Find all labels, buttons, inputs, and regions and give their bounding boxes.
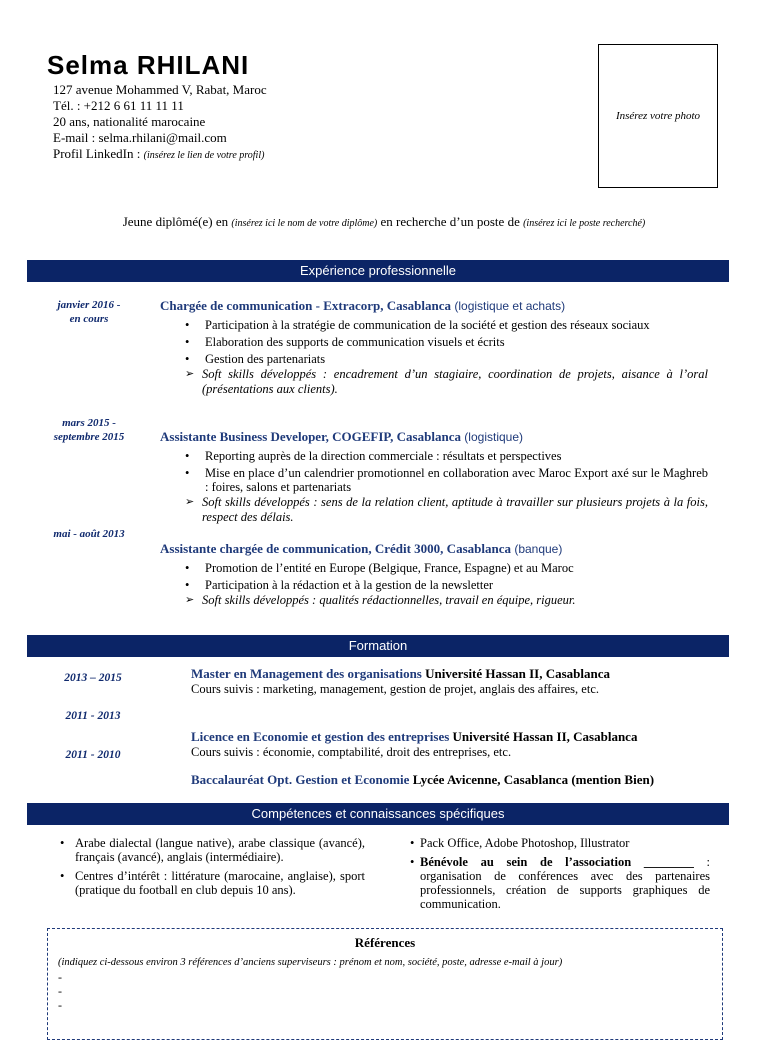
photo-placeholder-text: Insérez votre photo bbox=[615, 110, 701, 122]
courses: Cours suivis : marketing, management, gestion de projet, anglais des affaires, etc. bbox=[191, 682, 599, 696]
school-name: Université Hassan II, Casablanca bbox=[449, 729, 638, 744]
experience-date-1 bbox=[30, 298, 148, 326]
email: E-mail : selma.rhilani@mail.com bbox=[53, 130, 227, 145]
objective-hint-1: (insérez ici le nom de votre diplôme) bbox=[231, 218, 378, 229]
job-title-text: Assistante chargée de communication, Crédit 3000, Casablanca bbox=[160, 541, 511, 556]
list-item: • Participation à la rédaction et à la gestion de la newsletter bbox=[160, 578, 708, 592]
degree-title bbox=[191, 772, 711, 788]
job-title bbox=[160, 429, 708, 445]
reference-line: - bbox=[58, 998, 62, 1012]
skills-right-column bbox=[410, 836, 710, 911]
school-name: Université Hassan II, Casablanca bbox=[421, 666, 611, 681]
job-title-text: Chargée de communication - Extracorp, Casablanca bbox=[160, 298, 452, 313]
date-line: mai - août 2013 bbox=[53, 528, 125, 540]
list-item: • Promotion de l’entité en Europe (Belgique, France, Espagne) et au Maroc bbox=[160, 561, 708, 575]
bullet-icon: • bbox=[410, 855, 415, 869]
objective-text-1: Jeune diplômé(e) en bbox=[122, 214, 232, 229]
date-line: septembre 2015 bbox=[53, 431, 125, 443]
arrow-icon: ➢ bbox=[185, 368, 195, 380]
skills-left-column bbox=[55, 836, 365, 897]
reference-line: - bbox=[58, 984, 62, 998]
candidate-name: Selma RHILANI bbox=[47, 50, 250, 80]
job-title bbox=[160, 298, 708, 314]
references-hint: (indiquez ci-dessous environ 3 références d’anciens superviseurs : prénom et nom, société, poste, adresse e-mail à jour) bbox=[58, 957, 563, 968]
objective-text-2: en recherche d’un poste de bbox=[377, 214, 524, 229]
address: 127 avenue Mohammed V, Rabat, Maroc bbox=[53, 82, 267, 97]
list-item: • Centres d’intérêt : littérature (marocaine, anglaise), sport (pratique du football en club depuis 10 ans). bbox=[55, 869, 365, 897]
job-bullets bbox=[160, 449, 708, 494]
date-line: janvier 2016 - bbox=[57, 299, 121, 311]
experience-date-3 bbox=[30, 527, 148, 541]
volunteer-text: : organisation de conférences avec des partenaires professionnels, création de supports graphiques de communication. bbox=[420, 855, 710, 911]
soft-skills bbox=[160, 495, 708, 525]
section-header-skills: Compétences et connaissances spécifiques bbox=[27, 803, 729, 825]
list-item: • Participation à la stratégie de communication de la société et gestion des réseaux sociaux bbox=[160, 318, 708, 332]
courses: Cours suivis : économie, comptabilité, droit des entreprises, etc. bbox=[191, 745, 512, 759]
date-line: en cours bbox=[69, 313, 109, 325]
age-nationality: 20 ans, nationalité marocaine bbox=[53, 114, 206, 129]
education-date-2: 2011 - 2013 bbox=[65, 710, 121, 722]
soft-skills bbox=[160, 593, 708, 608]
list-item: • Mise en place d’un calendrier promotionnel en collaboration avec Maroc Export axé sur le Maghreb : foires, salons et partenariats bbox=[160, 466, 708, 494]
list-item: • Reporting auprès de la direction commerciale : résultats et perspectives bbox=[160, 449, 708, 463]
references-title: Références bbox=[354, 935, 416, 950]
skill-software bbox=[410, 836, 710, 850]
reference-line: - bbox=[58, 970, 62, 984]
education-item-1 bbox=[191, 666, 711, 697]
photo-placeholder bbox=[598, 44, 718, 188]
experience-date-2 bbox=[30, 416, 148, 444]
arrow-icon: ➢ bbox=[185, 594, 195, 606]
soft-skills bbox=[160, 367, 708, 397]
education-item-2 bbox=[191, 729, 711, 760]
experience-item-2 bbox=[160, 429, 708, 525]
experience-item-3 bbox=[160, 541, 708, 608]
arrow-icon: ➢ bbox=[185, 496, 195, 508]
linkedin-hint: (insérez le lien de votre profil) bbox=[143, 150, 265, 161]
soft-skills-text: Soft skills développés : qualités rédactionnelles, travail en équipe, rigueur. bbox=[202, 593, 576, 607]
linkedin-label: Profil LinkedIn : bbox=[53, 146, 144, 161]
education-date-1: 2013 – 2015 bbox=[64, 672, 122, 684]
list-item: • Gestion des partenariats bbox=[160, 352, 708, 366]
skill-volunteer bbox=[410, 855, 710, 911]
objective bbox=[0, 214, 768, 230]
soft-skills-text: Soft skills développés : sens de la relation client, aptitude à travailler sur plusieurs projets à la fois, respect des délais. bbox=[202, 495, 708, 524]
education-date-3: 2011 - 2010 bbox=[65, 749, 121, 761]
school-name: Lycée Avicenne, Casablanca (mention Bien) bbox=[409, 772, 655, 787]
job-bullets bbox=[160, 318, 708, 366]
section-header-experience: Expérience professionnelle bbox=[27, 260, 729, 282]
section-header-education: Formation bbox=[27, 635, 729, 657]
degree-name: Baccalauréat Opt. Gestion et Economie bbox=[191, 772, 410, 787]
skill-software-text: Pack Office, Adobe Photoshop, Illustrator bbox=[420, 836, 630, 850]
references-box bbox=[47, 928, 723, 1040]
soft-skills-text: Soft skills développés : encadrement d’un stagiaire, coordination de projets, aisance à l’oral (présentations aux clients). bbox=[202, 367, 708, 396]
date-line: mars 2015 - bbox=[62, 417, 116, 429]
bullet-icon: • bbox=[410, 836, 415, 850]
degree-name: Master en Management des organisations bbox=[191, 666, 422, 681]
degree-name: Licence en Economie et gestion des entreprises bbox=[191, 729, 450, 744]
job-sector: (logistique) bbox=[460, 430, 523, 444]
degree-title bbox=[191, 666, 711, 682]
job-sector: (banque) bbox=[510, 542, 563, 556]
objective-hint-2: (insérez ici le poste recherché) bbox=[523, 218, 646, 229]
degree-title bbox=[191, 729, 711, 745]
education-item-3 bbox=[191, 772, 711, 788]
phone: Tél. : +212 6 61 11 11 11 bbox=[53, 98, 184, 113]
volunteer-title: Bénévole au sein de l’association ________ bbox=[420, 855, 694, 869]
contact-block bbox=[53, 82, 267, 164]
list-item: • Elaboration des supports de communication visuels et écrits bbox=[160, 335, 708, 349]
job-bullets bbox=[160, 561, 708, 592]
job-title bbox=[160, 541, 708, 557]
linkedin bbox=[53, 146, 267, 164]
job-title-text: Assistante Business Developer, COGEFIP, Casablanca bbox=[160, 429, 461, 444]
experience-item-1 bbox=[160, 298, 708, 397]
job-sector: (logistique et achats) bbox=[451, 299, 566, 313]
list-item: • Arabe dialectal (langue native), arabe classique (avancé), français (avancé), anglais (intermédiaire). bbox=[55, 836, 365, 864]
